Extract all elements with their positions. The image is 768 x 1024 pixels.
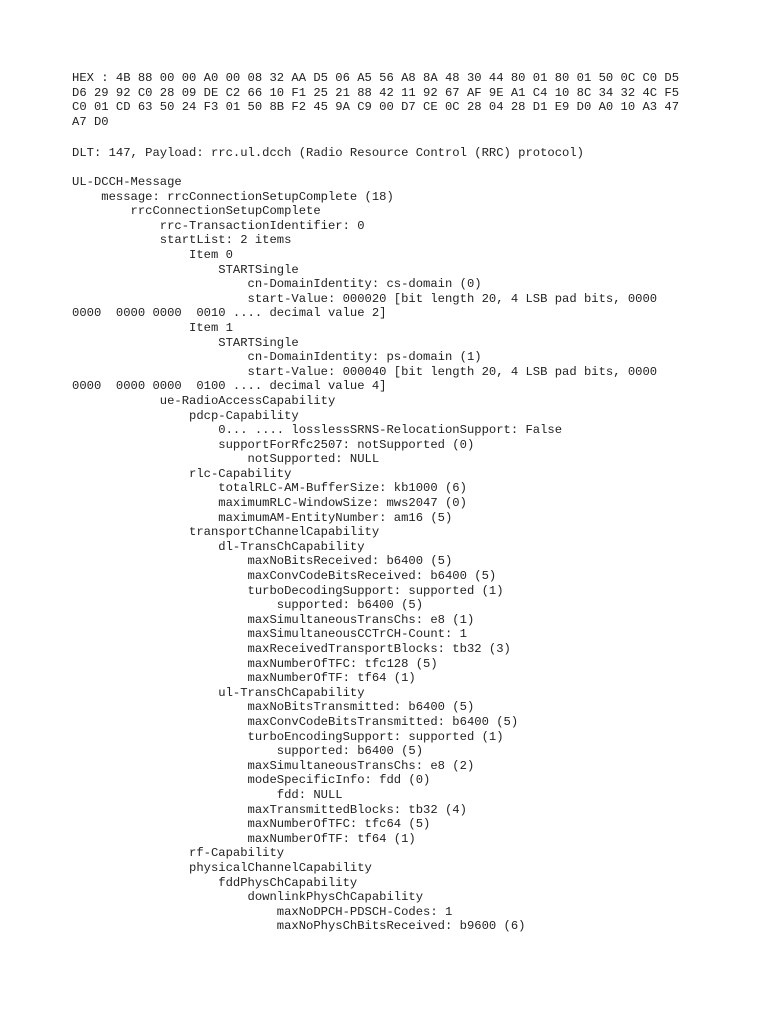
tree-line: dl-TransChCapability <box>72 539 365 554</box>
tree-line: supportForRfc2507: notSupported (0) <box>72 437 475 452</box>
tree-line: STARTSingle <box>72 262 299 277</box>
hex-line: C0 01 CD 63 50 24 F3 01 50 8B F2 45 9A C9 00 D7 CE 0C 28 04 28 D1 E9 D0 A0 10 A3 47 <box>72 100 680 115</box>
tree-line: fddPhysChCapability <box>72 875 358 890</box>
tree-line: transportChannelCapability <box>72 525 380 540</box>
tree-line: supported: b6400 (5) <box>72 744 424 759</box>
dlt-line: DLT: 147, Payload: rrc.ul.dcch (Radio Resource Control (RRC) protocol) <box>72 146 584 160</box>
tree-line: maxNoBitsTransmitted: b6400 (5) <box>72 700 475 715</box>
tree-line: downlinkPhysChCapability <box>72 890 424 905</box>
tree-line: maxNoBitsReceived: b6400 (5) <box>72 554 453 569</box>
tree-line: STARTSingle <box>72 335 299 350</box>
tree-line: maximumRLC-WindowSize: mws2047 (0) <box>72 496 467 511</box>
tree-line: maxNumberOfTF: tf64 (1) <box>72 831 416 846</box>
tree-line: totalRLC-AM-BufferSize: kb1000 (6) <box>72 481 467 496</box>
tree-line: maxSimultaneousTransChs: e8 (1) <box>72 612 475 627</box>
tree-line: rlc-Capability <box>72 466 292 481</box>
tree-line: rrcConnectionSetupComplete <box>72 204 321 219</box>
tree-line: start-Value: 000040 [bit length 20, 4 LSB pad bits, 0000 <box>72 364 658 379</box>
tree-line: notSupported: NULL <box>72 452 380 467</box>
tree-line: ue-RadioAccessCapability <box>72 393 336 408</box>
tree-line: maxNumberOfTFC: tfc64 (5) <box>72 817 431 832</box>
tree-line: startList: 2 items <box>72 233 292 248</box>
tree-line: rrc-TransactionIdentifier: 0 <box>72 218 365 233</box>
tree-line: maxSimultaneousTransChs: e8 (2) <box>72 758 475 773</box>
tree-line: turboDecodingSupport: supported (1) <box>72 583 504 598</box>
hex-line: A7 D0 <box>72 114 109 129</box>
tree-line: turboEncodingSupport: supported (1) <box>72 729 504 744</box>
tree-line: maxReceivedTransportBlocks: tb32 (3) <box>72 642 511 656</box>
tree-line: 0000 0000 0000 0100 .... decimal value 4] <box>72 379 387 394</box>
tree-line: fdd: NULL <box>72 787 343 802</box>
tree-line: supported: b6400 (5) <box>72 598 424 613</box>
tree-line: pdcp-Capability <box>72 408 299 423</box>
tree-line: message: rrcConnectionSetupComplete (18) <box>72 189 394 204</box>
tree-line: maxTransmittedBlocks: tb32 (4) <box>72 802 467 817</box>
tree-line: maxNoDPCH-PDSCH-Codes: 1 <box>72 904 453 919</box>
tree-line: ul-TransChCapability <box>72 685 365 700</box>
tree-line: Item 0 <box>72 247 233 262</box>
tree-line: maximumAM-EntityNumber: am16 (5) <box>72 510 453 525</box>
hex-line: HEX : 4B 88 00 00 A0 00 08 32 AA D5 06 A5 56 A8 8A 48 30 44 80 01 80 01 50 0C C0 D5 <box>72 71 680 85</box>
tree-line: physicalChannelCapability <box>72 860 372 875</box>
tree-line: maxConvCodeBitsTransmitted: b6400 (5) <box>72 714 519 729</box>
tree-line: maxSimultaneousCCTrCH-Count: 1 <box>72 627 467 642</box>
tree-line: maxNumberOfTF: tf64 (1) <box>72 671 416 686</box>
tree-line: start-Value: 000020 [bit length 20, 4 LSB pad bits, 0000 <box>72 291 658 306</box>
tree-line: Item 1 <box>72 320 233 335</box>
hex-line: D6 29 92 C0 28 09 DE C2 66 10 F1 25 21 88 42 11 92 67 AF 9E A1 C4 10 8C 34 32 4C F5 <box>72 85 680 100</box>
decoded-message-tree <box>72 175 712 934</box>
tree-line: maxNumberOfTFC: tfc128 (5) <box>72 656 438 671</box>
tree-line: cn-DomainIdentity: ps-domain (1) <box>72 350 482 365</box>
tree-line: maxConvCodeBitsReceived: b6400 (5) <box>72 569 497 584</box>
tree-line: 0... .... losslessSRNS-RelocationSupport: False <box>72 423 563 438</box>
hex-dump <box>72 71 712 129</box>
dlt-payload-line <box>72 146 712 161</box>
tree-line: cn-DomainIdentity: cs-domain (0) <box>72 277 482 292</box>
tree-line: modeSpecificInfo: fdd (0) <box>72 773 431 788</box>
tree-line: rf-Capability <box>72 846 285 861</box>
tree-line: 0000 0000 0000 0010 .... decimal value 2] <box>72 306 387 321</box>
tree-line: maxNoPhysChBitsReceived: b9600 (6) <box>72 919 526 934</box>
tree-line: UL-DCCH-Message <box>72 175 182 189</box>
